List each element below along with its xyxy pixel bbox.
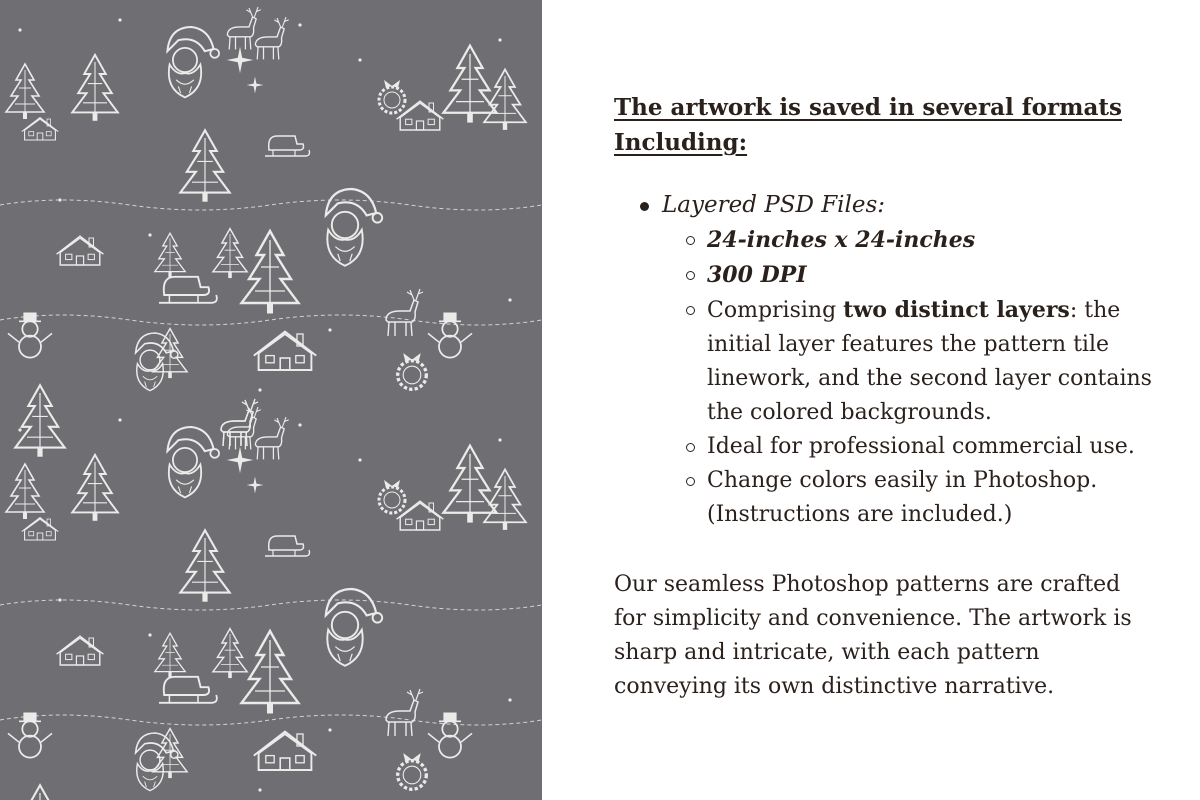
wreath-icon <box>398 353 427 389</box>
sparkle-dot <box>328 328 331 331</box>
pine-tree-icon <box>155 233 185 277</box>
sparkle-dot <box>358 458 361 461</box>
ground-line <box>0 315 542 325</box>
sleigh-icon <box>159 277 217 303</box>
pine-tree-icon <box>180 530 229 602</box>
layers-suffix: : the initial layer features the pattern tile linework, and the second layer contains the colored backgrounds. <box>707 298 1152 425</box>
santa-icon <box>136 333 178 391</box>
santa-icon <box>167 27 219 97</box>
sparkle-dot <box>298 23 301 26</box>
sparkle-dot <box>118 418 121 421</box>
psd-files-label: Layered PSD Files: <box>662 192 886 218</box>
reindeer-icon <box>386 289 423 336</box>
sleigh-icon <box>265 536 310 556</box>
sparkle-dot <box>508 298 511 301</box>
ground-line <box>0 600 542 610</box>
sparkle-dot <box>508 698 511 701</box>
cottage-icon <box>254 332 316 370</box>
pine-tree-icon <box>72 455 118 521</box>
cottage-icon <box>57 636 104 665</box>
cottage-icon <box>22 518 58 540</box>
pine-tree-icon <box>180 130 229 202</box>
heading-line-2: Including: <box>614 129 748 156</box>
snowman-icon <box>8 313 52 358</box>
pine-tree-icon <box>484 469 526 530</box>
list-item-dpi <box>662 258 1154 293</box>
santa-icon <box>167 427 219 497</box>
circle-bullet-icon <box>686 477 695 486</box>
reindeer-icon <box>255 417 288 459</box>
dpi-text: 300 DPI <box>707 262 807 288</box>
star-icon <box>227 47 253 73</box>
sparkle-dot <box>148 233 151 236</box>
cottage-icon <box>22 118 58 140</box>
santa-icon <box>136 733 178 791</box>
cottage-icon <box>57 236 104 265</box>
sparkle-dot <box>258 388 261 391</box>
list-item-commercial <box>662 430 1154 464</box>
sparkle-dot <box>58 198 61 201</box>
layers-bold: two distinct layers <box>843 297 1070 323</box>
list-item-size <box>662 223 1154 258</box>
reindeer-icon <box>386 689 423 736</box>
pine-tree-icon <box>6 464 44 519</box>
cottage-icon <box>254 732 316 770</box>
heading-line-1: The artwork is saved in several formats <box>614 94 1122 121</box>
pine-tree-icon <box>155 633 185 677</box>
snowman-icon <box>428 713 472 758</box>
ground-line <box>0 200 542 210</box>
sparkle-dot <box>498 438 501 441</box>
sparkle-dot <box>298 423 301 426</box>
pine-tree-icon <box>72 55 118 121</box>
star-icon <box>247 477 264 494</box>
sparkle-dot <box>328 728 331 731</box>
list-item-layers <box>662 293 1154 430</box>
description-paragraph: Our seamless Photoshop patterns are crafted for simplicity and convenience. The artwork is sharp and intricate, with each pattern conveying its own distinctive narrative. <box>614 572 1132 699</box>
pine-tree-icon <box>242 231 299 314</box>
list-item-psd <box>614 188 1154 532</box>
sleigh-icon <box>159 677 217 703</box>
sleigh-icon <box>265 136 310 156</box>
reindeer-icon <box>255 17 288 59</box>
sparkle-dot <box>18 28 21 31</box>
wreath-icon <box>379 80 405 113</box>
santa-icon <box>326 589 382 666</box>
circle-bullet-icon <box>686 271 695 280</box>
toile-pattern-preview <box>0 0 542 800</box>
sparkle-dot <box>18 428 21 431</box>
snowman-icon <box>428 313 472 358</box>
sparkle-dot <box>358 58 361 61</box>
list-item-colors <box>662 464 1154 532</box>
size-text: 24-inches x 24-inches <box>707 227 976 253</box>
pine-tree-icon <box>242 631 299 714</box>
sparkle-dot <box>58 598 61 601</box>
santa-icon <box>326 189 382 266</box>
reindeer-icon <box>221 399 258 446</box>
pine-tree-icon <box>15 785 64 800</box>
christmas-toile-pattern <box>0 0 542 800</box>
snowman-icon <box>8 713 52 758</box>
star-icon <box>247 77 264 94</box>
bullet-icon <box>640 202 649 211</box>
product-description <box>614 90 1154 704</box>
ground-line <box>0 715 542 725</box>
pine-tree-icon <box>213 629 247 679</box>
sparkle-dot <box>118 18 121 21</box>
pine-tree-icon <box>484 69 526 129</box>
wreath-icon <box>398 753 427 789</box>
sparkle-dot <box>498 38 501 41</box>
commercial-text: Ideal for professional commercial use. <box>707 434 1135 459</box>
sparkle-dot <box>258 788 261 791</box>
circle-bullet-icon <box>686 236 695 245</box>
formats-heading <box>614 90 1154 160</box>
circle-bullet-icon <box>686 306 695 315</box>
formats-list <box>614 188 1154 532</box>
circle-bullet-icon <box>686 443 695 452</box>
pine-tree-icon <box>213 229 247 279</box>
pine-tree-icon <box>6 64 44 119</box>
wreath-icon <box>379 480 405 513</box>
star-icon <box>227 447 253 473</box>
layers-prefix: Comprising <box>707 298 844 323</box>
pine-tree-icon <box>15 385 64 457</box>
colors-text: Change colors easily in Photoshop. (Instructions are included.) <box>707 468 1098 527</box>
pine-tree-icon <box>443 46 496 123</box>
sparkle-dot <box>148 633 151 636</box>
pine-tree-icon <box>443 446 496 523</box>
psd-details-list <box>662 223 1154 532</box>
